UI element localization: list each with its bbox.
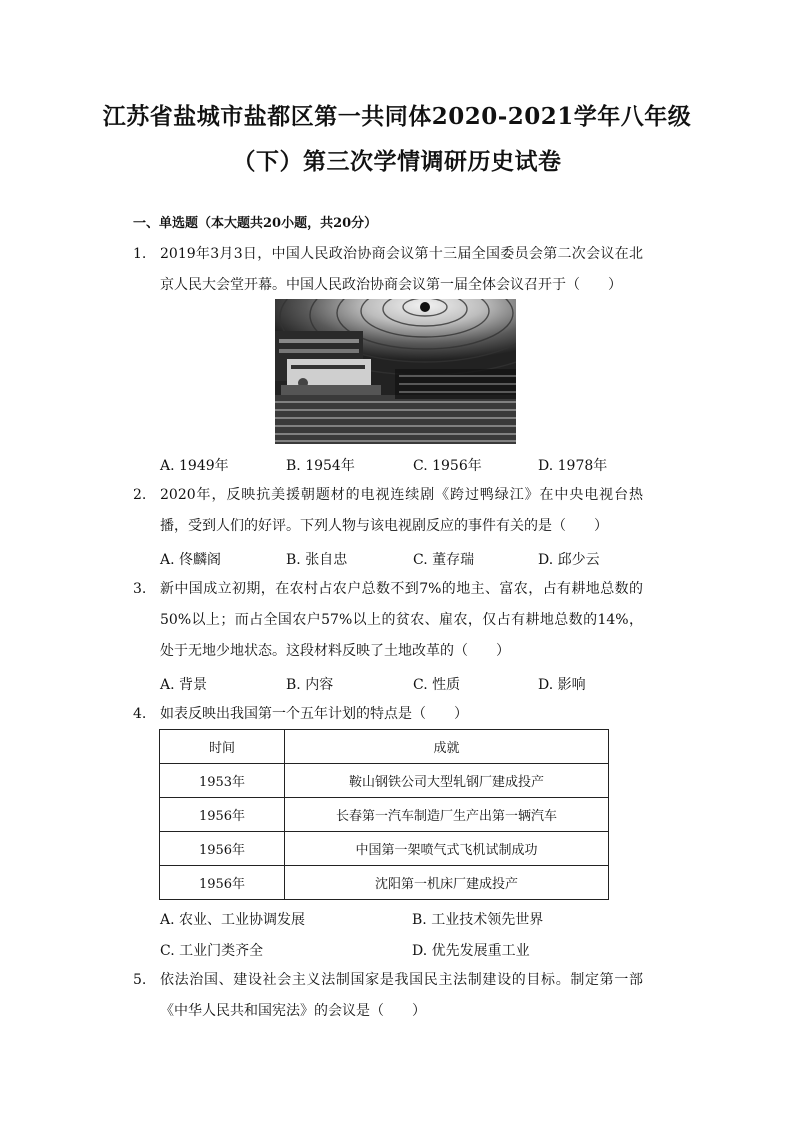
question-stem: 新中国成立初期，在农村占农户总数不到7%的地主、富农，占有耕地总数的50%以上；而占全国农户57%以上的贫农、雇农，仅占有耕地总数的14%，处于无地少地状态。这段材料反映了土地改革的（ ）	[160, 581, 643, 659]
option-c[interactable]: C. 1956年	[413, 458, 482, 474]
question-5	[133, 965, 643, 1027]
table-cell-achievement: 长春第一汽车制造厂生产出第一辆汽车	[285, 798, 609, 832]
question-number: 1.	[133, 246, 147, 262]
option-d[interactable]: D. 优先发展重工业	[412, 943, 530, 959]
option-a[interactable]: A. 背景	[160, 677, 208, 693]
option-c[interactable]: C. 董存瑞	[413, 552, 475, 568]
question-1-options	[160, 455, 640, 483]
table-cell-time: 1956年	[160, 798, 285, 832]
table-header-row	[160, 730, 609, 764]
table-header-achievement: 成就	[285, 730, 609, 764]
option-b[interactable]: B. 张自忠	[286, 552, 348, 568]
option-a[interactable]: A. 佟麟阁	[160, 552, 222, 568]
question-stem: 依法治国、建设社会主义法制国家是我国民主法制建设的目标。制定第一部《中华人民共和国宪法》的会议是（ ）	[160, 972, 643, 1019]
option-b[interactable]: B. 内容	[286, 677, 334, 693]
option-d[interactable]: D. 1978年	[538, 458, 608, 474]
question-2	[133, 480, 643, 542]
exam-title-line-1: 江苏省盐城市盐都区第一共同体2020-2021学年八年级	[102, 103, 692, 130]
question-stem: 如表反映出我国第一个五年计划的特点是（ ）	[160, 706, 468, 722]
table-row	[160, 764, 609, 798]
option-d[interactable]: D. 邱少云	[538, 552, 600, 568]
option-c[interactable]: C. 性质	[413, 677, 461, 693]
table-cell-time: 1956年	[160, 866, 285, 900]
question-4-options-row-2	[160, 940, 640, 968]
question-4	[133, 699, 643, 730]
question-stem: 2019年3月3日，中国人民政治协商会议第十三届全国委员会第二次会议在北京人民大会堂开幕。中国人民政治协商会议第一届全体会议召开于（ ）	[160, 246, 643, 293]
question-4-options-row-1	[160, 909, 640, 937]
congress-hall-photo	[275, 299, 516, 444]
question-number: 4.	[133, 706, 147, 722]
table-row	[160, 832, 609, 866]
option-b[interactable]: B. 工业技术领先世界	[412, 912, 544, 928]
section-heading: 一、单选题（本大题共20小题，共20分）	[133, 216, 378, 231]
achievements-table	[159, 729, 609, 900]
question-number: 2.	[133, 487, 147, 503]
table-header-time: 时间	[160, 730, 285, 764]
table-cell-time: 1953年	[160, 764, 285, 798]
exam-title-line-2: （下）第三次学情调研历史试卷	[232, 148, 562, 175]
question-number: 5.	[133, 972, 147, 988]
question-3-options	[160, 674, 640, 702]
table-row	[160, 866, 609, 900]
congress-hall-image	[275, 299, 516, 444]
table-cell-time: 1956年	[160, 832, 285, 866]
table-row	[160, 798, 609, 832]
table-cell-achievement: 中国第一架喷气式飞机试制成功	[285, 832, 609, 866]
table-cell-achievement: 沈阳第一机床厂建成投产	[285, 866, 609, 900]
option-b[interactable]: B. 1954年	[286, 458, 355, 474]
question-1	[133, 239, 643, 301]
question-number: 3.	[133, 581, 147, 597]
option-a[interactable]: A. 1949年	[160, 458, 229, 474]
question-2-options	[160, 549, 640, 577]
option-a[interactable]: A. 农业、工业协调发展	[160, 912, 306, 928]
option-d[interactable]: D. 影响	[538, 677, 586, 693]
option-c[interactable]: C. 工业门类齐全	[160, 943, 264, 959]
question-3	[133, 574, 643, 667]
question-stem: 2020年，反映抗美援朝题材的电视连续剧《跨过鸭绿江》在中央电视台热播，受到人们的好评。下列人物与该电视剧反应的事件有关的是（ ）	[160, 487, 643, 534]
table-cell-achievement: 鞍山钢铁公司大型轧钢厂建成投产	[285, 764, 609, 798]
